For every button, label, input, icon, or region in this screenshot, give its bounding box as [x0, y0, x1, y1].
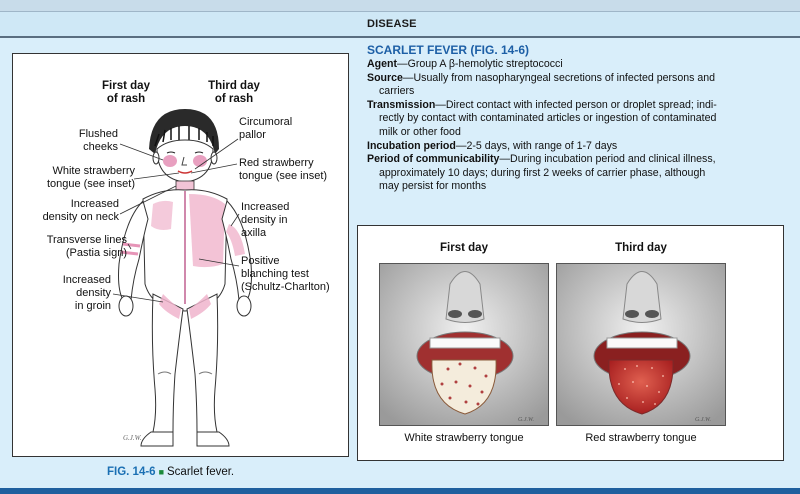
incubation-line: Incubation period—2-5 days, with range of 1-7 days: [367, 139, 618, 152]
label-white-strawberry: White strawberry tongue (see inset): [46, 165, 135, 190]
svg-text:G.J.W.: G.J.W.: [123, 434, 142, 442]
white-strawberry-tongue-image: [379, 263, 549, 426]
red-tongue-caption: Red strawberry tongue: [585, 432, 697, 444]
third-day-heading: Third day of rash: [208, 80, 260, 105]
figure-number: FIG. 14-6: [107, 466, 156, 478]
label-flushed-cheeks: Flushed cheeks: [78, 128, 118, 153]
tongue-first-day-heading: First day: [440, 242, 488, 254]
source-line: Source—Usually from nasopharyngeal secretions of infected persons and carriers: [367, 71, 716, 98]
disease-description: [367, 43, 787, 194]
communicability-line: Period of communicability—During incubation period and clinical illness, approximately 10 days; during first 2 weeks of carrier phase, although may persist for months: [367, 153, 716, 193]
agent-line: Agent—Group A β-hemolytic streptococci: [367, 58, 563, 70]
disease-title: SCARLET FEVER (FIG. 14-6): [367, 43, 530, 57]
white-tongue-caption: White strawberry tongue: [404, 432, 524, 444]
label-red-strawberry: Red strawberry tongue (see inset): [239, 157, 328, 182]
label-density-axilla: Increased density in axilla: [241, 201, 290, 239]
transmission-line: Transmission—Direct contact with infected person or droplet spread; indi- rectly by contact with contaminated articles or ingestion of contaminated milk or other food: [367, 98, 717, 138]
first-day-heading: First day of rash: [102, 80, 150, 105]
section-title: DISEASE: [367, 18, 417, 30]
signature-first: G.J.W.: [518, 417, 534, 423]
section-header: [0, 12, 800, 38]
tongue-inset-panel: [357, 225, 784, 461]
signature-third: G.J.W.: [695, 417, 711, 423]
label-density-groin: Increased density in groin: [62, 274, 111, 312]
label-blanching-test: Positive blanching test (Schultz-Charlton): [241, 255, 330, 293]
tongue-third-day-heading: Third day: [615, 242, 667, 254]
label-transverse-lines: Transverse lines (Pastia sign): [46, 234, 127, 259]
bottom-bar: [0, 488, 800, 494]
label-density-neck: Increased density on neck: [42, 198, 119, 223]
child-illustration-panel: [12, 53, 349, 457]
label-circumoral-pallor: Circumoral pallor: [239, 116, 293, 141]
top-bar: [0, 0, 800, 12]
figure-caption: [107, 466, 234, 478]
red-strawberry-tongue-image: [556, 263, 726, 426]
square-bullet-icon: ■: [158, 467, 165, 477]
figure-caption-text: Scarlet fever.: [167, 466, 235, 478]
